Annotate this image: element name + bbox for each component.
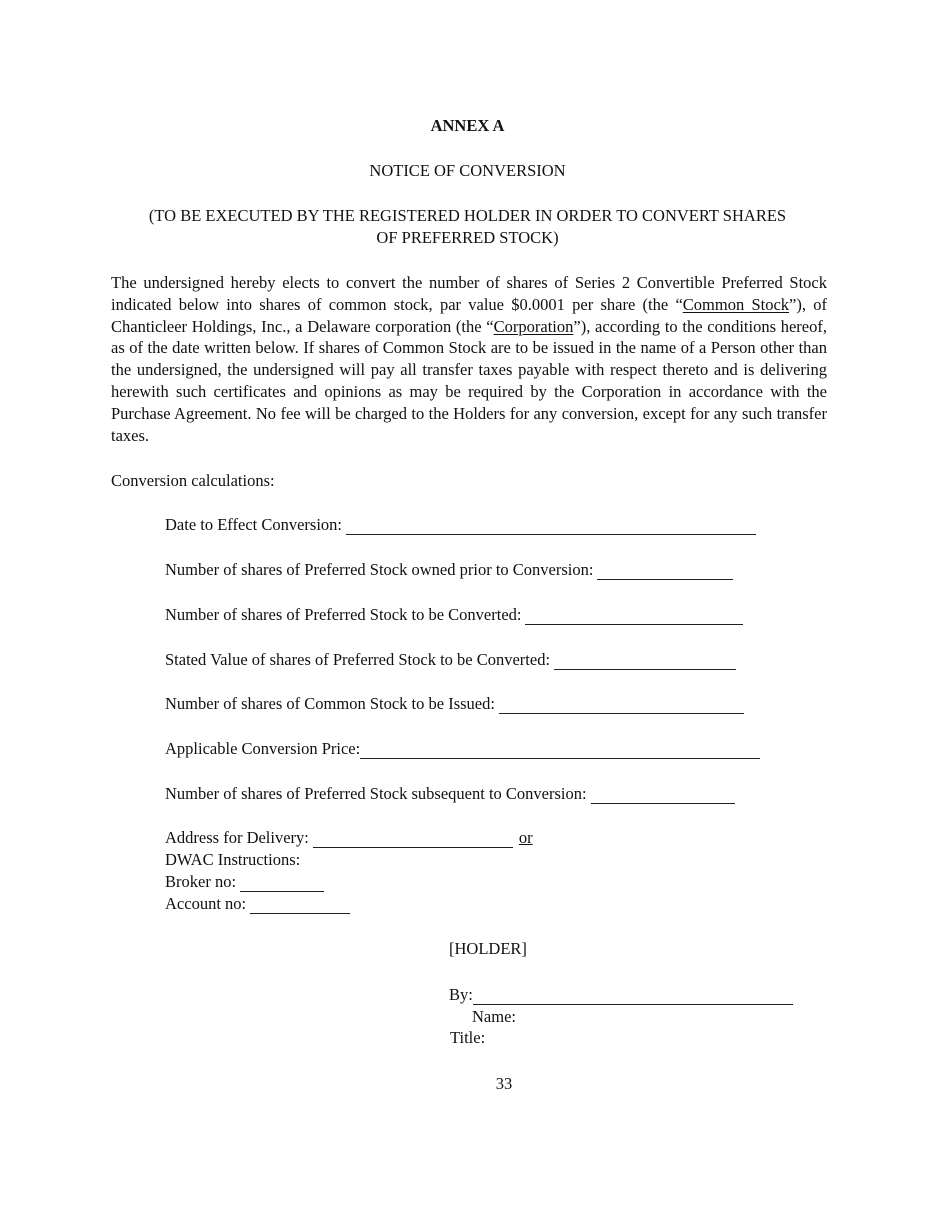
- defined-term-corporation: Corporation: [493, 316, 574, 336]
- subtitle-line-2: OF PREFERRED STOCK): [376, 228, 559, 247]
- address-for-delivery-input[interactable]: [313, 835, 513, 848]
- annex-heading: ANNEX A: [430, 116, 505, 135]
- preferred-owned-prior-input[interactable]: [597, 567, 733, 580]
- field-preferred-subsequent: [165, 784, 735, 804]
- account-no-input[interactable]: [250, 901, 350, 914]
- field-label: Broker no:: [165, 872, 237, 891]
- field-label: Applicable Conversion Price:: [165, 739, 361, 758]
- page-title: NOTICE OF CONVERSION: [369, 161, 566, 180]
- field-stated-value: [165, 650, 736, 670]
- signature-by-input[interactable]: [473, 992, 793, 1005]
- preferred-to-be-converted-input[interactable]: [525, 612, 743, 625]
- field-signature-by: [449, 985, 793, 1005]
- field-label: Number of shares of Preferred Stock subsequent to Conversion:: [165, 784, 587, 803]
- subtitle-line-1: (TO BE EXECUTED BY THE REGISTERED HOLDER IN ORDER TO CONVERT SHARES: [148, 206, 787, 225]
- paragraph-text: ”), of Chanticleer Holdings, Inc., a Delaware corporation (the “: [111, 294, 827, 336]
- dwac-instructions-label: DWAC Instructions:: [165, 850, 301, 869]
- holder-label: [HOLDER]: [449, 939, 527, 958]
- field-label: Stated Value of shares of Preferred Stock to be Converted:: [165, 650, 551, 669]
- field-label: Number of shares of Preferred Stock owned prior to Conversion:: [165, 560, 594, 579]
- paragraph-text: The undersigned hereby elects to convert the number of shares of Series 2 Convertible Preferred Stock indicated below into shares of common stock, par value $0.0001 per share (the “: [111, 273, 827, 314]
- conversion-election-paragraph: [111, 272, 827, 446]
- signature-title-label: Title:: [450, 1028, 486, 1047]
- preferred-subsequent-input[interactable]: [591, 791, 735, 804]
- field-label: Number of shares of Preferred Stock to be Converted:: [165, 605, 522, 624]
- field-label: Date to Effect Conversion:: [165, 515, 343, 534]
- field-label: Account no:: [165, 894, 247, 913]
- field-date-to-effect-conversion: [165, 515, 756, 535]
- field-preferred-to-be-converted: [165, 605, 743, 625]
- field-broker-no: [165, 872, 324, 892]
- field-label: By:: [449, 985, 473, 1004]
- field-account-no: [165, 894, 350, 914]
- paragraph-text: ”), according to the conditions hereof, as of the date written below. If shares of Common Stock are to be issued in the name of a Person other than the undersigned, the undersigned will pay all transfer taxes payable with respect thereto and is delivering herewith such certificates and opinions as may be required by the Corporation in accordance with the Purchase Agreement. No fee will be charged to the Holders for any conversion, except for any such transfer taxes.: [111, 316, 827, 445]
- date-to-effect-conversion-input[interactable]: [346, 522, 756, 535]
- field-label: Address for Delivery:: [165, 828, 309, 847]
- calculations-heading: Conversion calculations:: [111, 471, 275, 490]
- field-label: Number of shares of Common Stock to be Issued:: [165, 694, 495, 713]
- page-number: 33: [495, 1074, 513, 1093]
- field-common-to-be-issued: [165, 694, 744, 714]
- broker-no-input[interactable]: [240, 879, 324, 892]
- conversion-price-input[interactable]: [360, 746, 760, 759]
- defined-term-common-stock: Common Stock: [682, 294, 790, 314]
- field-preferred-owned-prior: [165, 560, 733, 580]
- or-text: or: [518, 828, 533, 847]
- field-conversion-price: [165, 739, 760, 759]
- common-to-be-issued-input[interactable]: [499, 701, 744, 714]
- signature-name-label: Name:: [472, 1007, 516, 1026]
- field-address-for-delivery: [165, 828, 533, 848]
- stated-value-input[interactable]: [554, 657, 736, 670]
